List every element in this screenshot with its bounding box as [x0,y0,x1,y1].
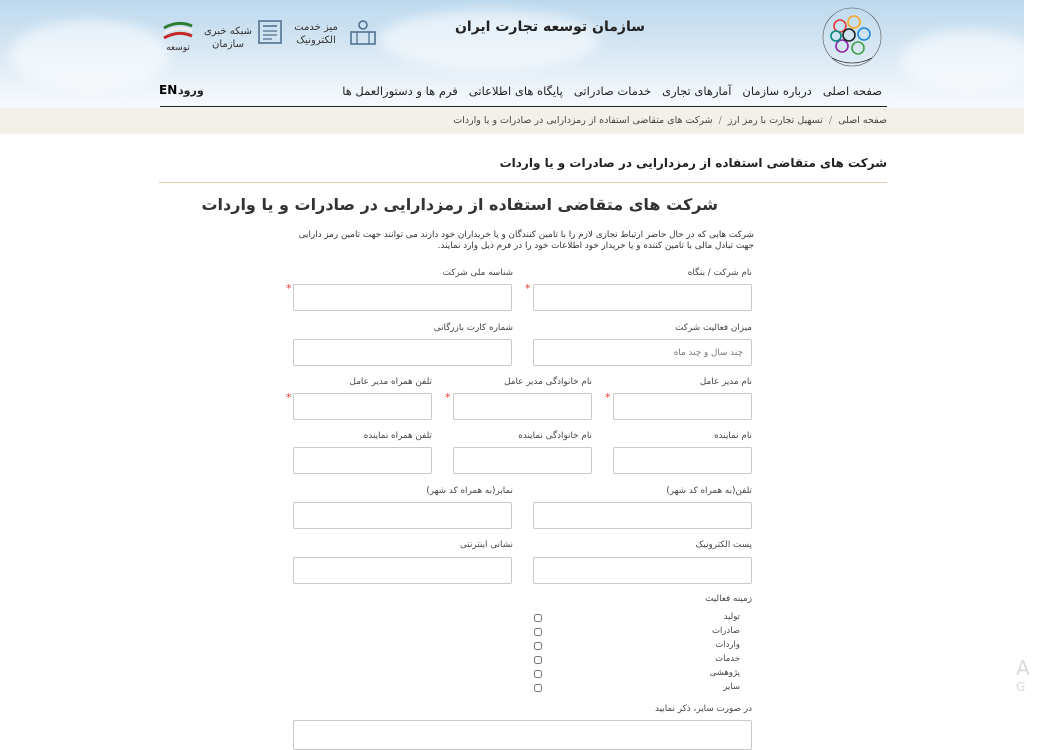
breadcrumb-current: شرکت های متقاضی استفاده از رمزدارایی در صادرات و یا واردات [453,115,713,126]
breadcrumb-crypto-trade[interactable]: تسهیل تجارت با رمز ارز [727,115,823,126]
nav-item-about[interactable]: درباره سازمان [742,84,812,98]
required-marker: * [286,282,292,295]
activity-field-label: زمینه فعالیت [705,594,752,604]
activity-checkbox-export[interactable] [534,628,542,636]
other-specify-label: در صورت سایر، ذکر نمایید [655,704,752,714]
main-navigation [160,84,887,107]
ceo-mobile-input[interactable] [293,393,432,420]
edge-fragment: G [1016,680,1026,694]
national-id-label: شناسه ملی شرکت [442,268,513,278]
ceo-mobile-label: تلفن همراه مدیر عامل [349,377,432,387]
rep-name-input[interactable] [613,447,752,474]
service-desk-link[interactable] [256,18,378,50]
activity-option-label: خدمات [715,654,740,664]
site-header [0,0,1024,108]
activity-duration-input[interactable] [533,339,752,366]
news-network-label: شبکه خبری سازمان [203,26,252,50]
phone-input[interactable] [533,502,752,529]
organization-logo[interactable] [818,6,886,68]
news-logo-text: توسعه [166,43,190,53]
rep-name-label: نام نماینده [714,431,752,441]
required-marker: * [286,391,292,404]
website-input[interactable] [293,557,512,584]
rep-mobile-input[interactable] [293,447,432,474]
company-name-label: نام شرکت / بنگاه [687,268,752,278]
language-switch[interactable]: EN [159,83,178,97]
required-marker: * [605,391,611,404]
nav-item-trade-stats[interactable]: آمارهای تجاری [662,84,732,98]
nav-item-home[interactable]: صفحه اصلی [822,84,882,98]
nav-item-export-services[interactable]: خدمات صادراتی [573,84,652,98]
email-label: پست الکترونیک [695,540,752,550]
form-title: شرکت های متقاضی استفاده از رمزدارایی در صادرات و یا واردات [201,195,718,214]
company-name-input[interactable] [533,284,752,311]
rep-mobile-label: تلفن همراه نماینده [363,431,432,441]
login-link[interactable]: ورود [178,84,204,97]
activity-duration-label: میزان فعالیت شرکت [675,323,752,333]
news-network-link[interactable] [160,18,254,58]
page-title: شرکت های متقاضی استفاده از رمزدارایی در صادرات و یا واردات [499,156,887,170]
service-desk-label: میز خدمت الکترونیک [294,22,338,46]
rep-family-label: نام خانوادگی نماینده [518,431,592,441]
edge-fragment: A [1016,656,1030,680]
ceo-family-input[interactable] [453,393,592,420]
activity-checkbox-production[interactable] [534,614,542,622]
nav-item-databases[interactable]: پایگاه های اطلاعاتی [468,84,563,98]
phone-label: تلفن(به همراه کد شهر) [666,486,752,496]
ceo-name-input[interactable] [613,393,752,420]
form-intro: شرکت هایی که در حال حاضر ارتباط تجاری لازم را با تامین کنندگان و یا خریداران خود دارند می توانند جهت تامین رمز دارایی جهت تبادل مالی با تامین کننده و یا خریدار خود اطلاعات خود را در فرم ذیل وارد نمایند. [298,230,754,251]
ceo-name-label: نام مدیر عامل [699,377,752,387]
activity-option-label: واردات [715,640,740,650]
news-network-logo [160,18,196,58]
ceo-family-label: نام خانوادگی مدیر عامل [504,377,592,387]
newspaper-icon [256,18,284,50]
breadcrumb [453,115,887,126]
activity-option-label: پژوهشی [709,668,740,678]
activity-checkbox-services[interactable] [534,656,542,664]
activity-checkbox-import[interactable] [534,642,542,650]
fax-label: نمابر(به همراه کد شهر) [426,486,513,496]
website-label: نشانی اینترنتی [459,540,513,550]
service-desk-icon [348,18,378,50]
email-input[interactable] [533,557,752,584]
organization-title[interactable]: سازمان توسعه تجارت ایران [454,19,645,35]
activity-checkbox-other[interactable] [534,684,542,692]
cloud-decoration [10,20,170,90]
fax-input[interactable] [293,502,512,529]
title-divider [159,182,887,183]
breadcrumb-separator: / [718,115,722,126]
nav-item-forms[interactable]: فرم ها و دستورالعمل ها [342,84,458,98]
activity-option-label: صادرات [711,626,740,636]
activity-option-label: سایر [723,682,740,692]
commerce-card-input[interactable] [293,339,512,366]
breadcrumb-separator: / [828,115,833,126]
required-marker: * [445,391,451,404]
breadcrumb-home[interactable]: صفحه اصلی [838,115,887,126]
cloud-decoration [900,30,1040,90]
national-id-input[interactable] [293,284,512,311]
commerce-card-label: شماره کارت بازرگانی [433,323,513,333]
other-specify-textarea[interactable] [293,720,752,750]
activity-checkbox-research[interactable] [534,670,542,678]
activity-option-label: تولید [723,612,740,622]
rep-family-input[interactable] [453,447,592,474]
required-marker: * [525,282,531,295]
